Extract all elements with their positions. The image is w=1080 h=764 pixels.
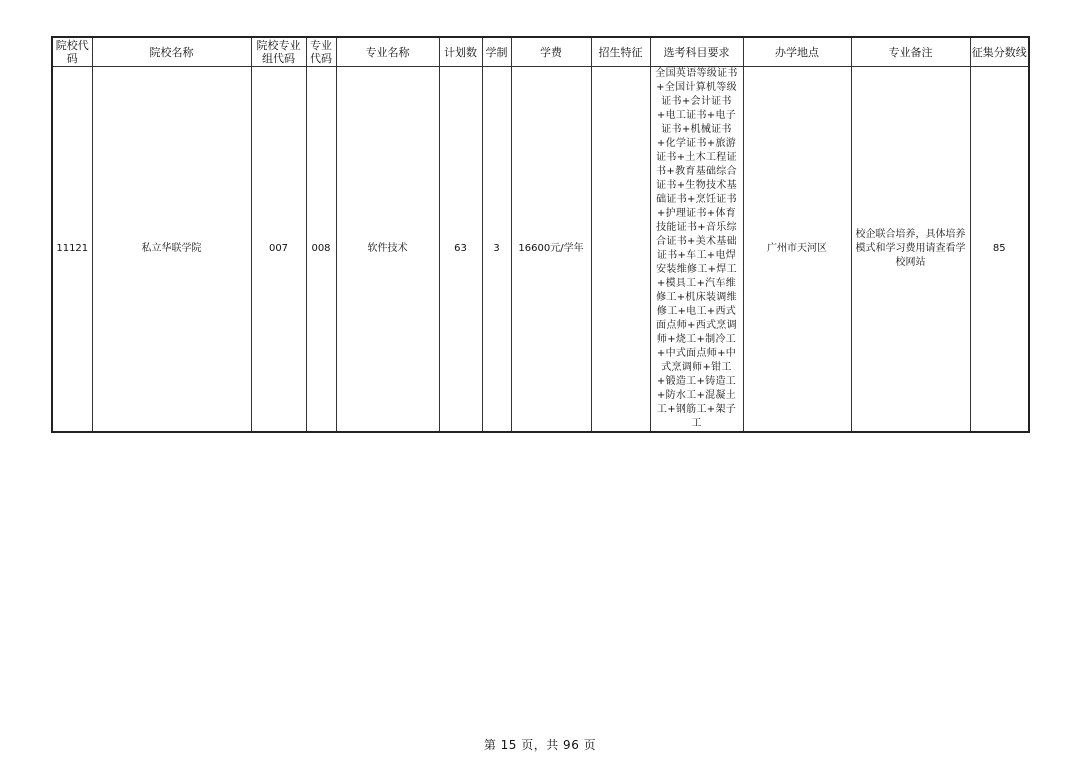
cell-group-code: 007: [251, 67, 306, 433]
page-number-footer: 第 15 页，共 96 页: [483, 738, 597, 752]
cell-min-score: 85: [970, 67, 1029, 433]
header-major-name: 专业名称: [336, 37, 439, 67]
header-min-score: 征集分数线: [970, 37, 1029, 67]
cell-school-code: 11121: [52, 67, 92, 433]
cell-remarks: 校企联合培养，具体培养模式和学习费用请查看学校网站: [851, 67, 970, 433]
header-location: 办学地点: [743, 37, 851, 67]
header-group-code: 院校专业组代码: [251, 37, 306, 67]
cell-plan-count: 63: [439, 67, 482, 433]
admissions-table: [51, 36, 1030, 433]
header-plan-count: 计划数: [439, 37, 482, 67]
header-school-code: 院校代码: [52, 37, 92, 67]
cell-major-code: 008: [306, 67, 336, 433]
header-major-code: 专业代码: [306, 37, 336, 67]
header-row: [52, 37, 1029, 67]
cell-subject-requirements: 全国英语等级证书+全国计算机等级证书+会计证书+电工证书+电子证书+机械证书+化学证书+旅游证书+土木工程证书+教育基础综合证书+生物技术基础证书+烹饪证书+护理证书+体育技能证书+音乐综合证书+美术基础证书+车工+电焊安装维修工+焊工+模具工+汽车维修工+机床装调维修工+电工+西式面点师+西式烹调师+烧工+制冷工+中式面点师+中式烹调师+钳工+锻造工+铸造工+防水工+混凝土工+钢筋工+架子工: [650, 67, 743, 433]
cell-location: 广州市天河区: [743, 67, 851, 433]
header-duration: 学制: [482, 37, 511, 67]
cell-school-name: 私立华联学院: [92, 67, 251, 433]
cell-tuition: 16600元/学年: [511, 67, 591, 433]
header-tuition: 学费: [511, 37, 591, 67]
header-subject-requirements: 选考科目要求: [650, 37, 743, 67]
header-enrollment-feature: 招生特征: [591, 37, 650, 67]
cell-duration: 3: [482, 67, 511, 433]
header-remarks: 专业备注: [851, 37, 970, 67]
cell-enrollment-feature: [591, 67, 650, 433]
header-school-name: 院校名称: [92, 37, 251, 67]
cell-major-name: 软件技术: [336, 67, 439, 433]
table-row: [52, 67, 1029, 433]
